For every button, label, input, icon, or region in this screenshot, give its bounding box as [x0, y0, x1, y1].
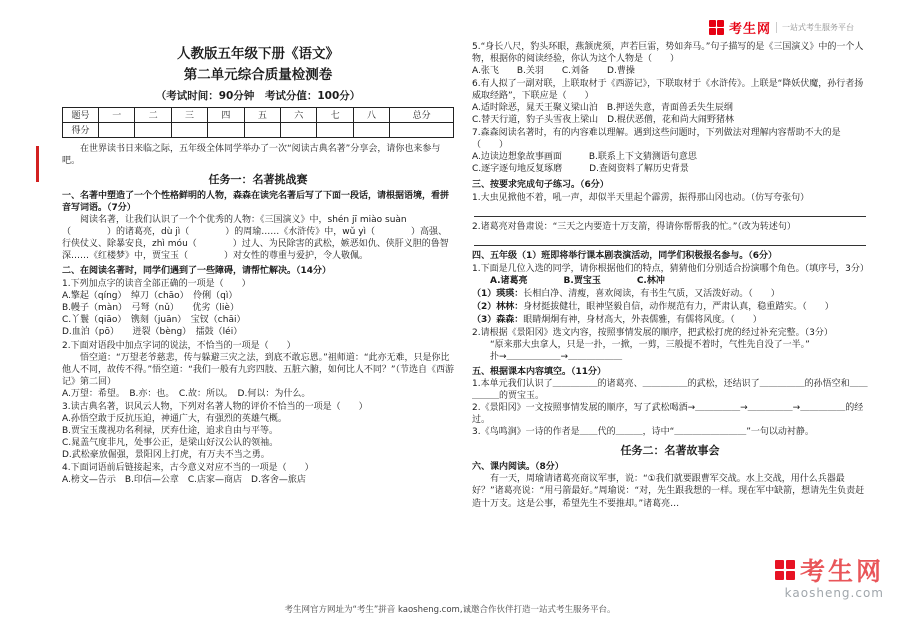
score-header-cell: 四 — [208, 107, 244, 122]
text-line: C.替天行道，豹子头雪夜上梁山 D.棍伏恶僧，花和尚大闹野猪林 — [472, 115, 734, 126]
q2-item5-stem: 5.“身长八尺，豹头环眼，燕颔虎须，声若巨雷，势如奔马。”句子描写的是《三国演义》中的一个人物，根据你的阅读经验，你认为这个人物是（ ） — [472, 42, 864, 65]
person-name: （1）瑛瑛： — [472, 288, 524, 299]
score-header-cell: 六 — [281, 107, 317, 122]
q2-item1-options — [62, 290, 454, 338]
score-cell — [99, 122, 135, 137]
text-line: D.血泊（pō） 迸裂（bèng） 擂鼓（léi） — [62, 327, 243, 338]
q2-stem: 二、在阅读名著时，同学们遇到了一些障碍，请帮忙解决。（14分） — [62, 266, 332, 277]
q5-stem: 五、根据课本内容填空。（11分） — [472, 367, 607, 378]
q2-item7-stem: 7.森森阅读名著时，有的内容难以理解。遇到这些问题时，下列做法对理解内容帮助不大的是（ ） — [472, 128, 841, 151]
q2-item4-stem: 4.下面词语前后链接起来，古今意义对应不当的一项是（ ） — [62, 462, 314, 473]
q1-pinyin-passage: 阅读名著，让我们认识了一个个优秀的人物：《三国演义》中，shén jī miào suàn（ ）的诸葛亮，dù jì（ ）的周瑜……《水浒传》中，wǔ yì（ ）高强、行侠仗义、除暴安良，zhì móu（ ）过人、为民除害的武松，嫉恶如仇、侠肝义胆的鲁智深……《红楼梦》中，贾宝玉（ ）对女性的尊重与爱护，令人敬佩。 — [62, 215, 449, 262]
score-table-value-row — [63, 122, 454, 137]
q4-person-2 — [472, 301, 868, 313]
text-line: B.贾宝玉蔑视功名利禄，厌弃仕途，追求自由与平等。 — [62, 425, 279, 436]
text-line: B.幔子（màn） 弓弩（nǔ） 优劣（liè） — [62, 303, 239, 314]
score-header-cell: 总分 — [390, 107, 454, 122]
q5-items — [472, 378, 868, 438]
right-column — [472, 40, 868, 510]
q2-item7-options — [472, 151, 868, 175]
q4-person-1 — [472, 288, 868, 300]
kaosheng-logo-icon — [775, 560, 795, 580]
answer-blank-line — [474, 235, 866, 246]
text-line: A.张飞 B.关羽 C.刘备 D.曹操 — [472, 66, 635, 77]
q2-item1-stem: 1.下列加点字的读音全部正确的一项是（ ） — [62, 279, 251, 290]
watermark-row — [775, 552, 884, 588]
score-cell — [353, 122, 389, 137]
q4-quote: “原来那大虫拿人，只是一扑，一掀，一剪，三般提不着时，气性先自没了一半。” — [490, 339, 810, 350]
footer-note: 考生网官方网址为“考生”拼音 kaosheng.com,诚邀合作伙伴打造一站式考生服务平台。 — [284, 605, 616, 615]
site-logo — [709, 18, 854, 37]
q2-item5-options — [472, 65, 868, 77]
q2-item6-stem: 6.有人拟了一副对联，上联取材于《西游记》，下联取材于《水浒传》。上联是“降妖伏魔，孙行者扬威取经路”，下联应是（ ） — [472, 79, 864, 102]
q4-item2-stem: 2.请根据《景阳冈》选文内容，按照事情发展的顺序，把武松打虎的经过补充完整。（3分） — [472, 327, 833, 338]
text-line: 3.《鸟鸣涧》一诗的作者是＿＿代的＿＿＿，诗中“＿＿＿＿＿＿＿＿”一句以动衬静。 — [472, 427, 814, 438]
score-cell — [390, 122, 454, 137]
score-table-header-row — [63, 107, 454, 122]
left-column — [62, 44, 454, 486]
q2-item3-stem: 3.读古典名著，识风云人物，下列对名著人物的评价不恰当的一项是（ ） — [62, 401, 368, 412]
q4-person-3 — [472, 314, 868, 326]
q2-item3-options — [62, 413, 454, 461]
paper-subtitle: 第二单元综合质量检测卷 — [183, 66, 333, 83]
score-row-label: 得分 — [63, 122, 99, 137]
text-line: A.孙悟空敢于反抗压迫，神通广大，有强烈的英雄气概。 — [62, 413, 287, 424]
q6-reading-passage: 有一天，周瑜请诸葛亮商议军事，说：“①我们就要跟曹军交战。水上交战，用什么兵器最好？”诸葛亮说：“用弓箭最好。”周瑜说：“对，先生跟我想的一样。现在军中缺箭，想请先生负责赶造十万支。这是公事，希望先生不要推却。”诸葛亮… — [472, 474, 865, 509]
task2-heading: 任务二：名著故事会 — [620, 444, 720, 458]
text-line: A.适时除恶，晁天王聚义梁山泊 B.押送失意，青面兽丢失生辰纲 — [472, 103, 733, 114]
q2-item2-options — [62, 388, 454, 400]
paper-title: 人教版五年级下册《语文》 — [177, 46, 339, 62]
score-table — [62, 107, 454, 138]
score-cell — [244, 122, 280, 137]
text-line: A.榜文—告示 B.印信—公章 C.店家—商店 D.客舍—旅店 — [62, 475, 306, 486]
q6-stem: 六、课内阅读。（8分） — [472, 462, 564, 473]
red-margin-mark — [36, 146, 39, 182]
q1-stem: 一、名著中塑造了一个个性格鲜明的人物，森森在读完名著后写了下面一段话，请根据语境，看拼音写词语。（7分） — [62, 190, 450, 213]
q3-item2-stem: 2.诸葛亮对鲁肃说：“三天之内要造十万支箭，得请你帮帮我的忙。”（改为转述句） — [472, 221, 796, 232]
kaosheng-logo-icon — [709, 20, 724, 35]
q4-sequence-blanks: 扑→＿＿＿＿＿＿→＿＿＿＿＿＿ — [490, 352, 623, 363]
answer-blank-line — [474, 206, 866, 217]
text-line: C.逐字逐句地反复琢磨 D.查阅资料了解历史背景 — [472, 164, 689, 175]
brand-name: 考生网 — [728, 22, 771, 37]
watermark — [771, 550, 888, 602]
score-cell — [135, 122, 171, 137]
text-line: A.边读边想象故事画面 B.联系上下文猜测语句意思 — [472, 152, 697, 163]
text-line: D.武松豪放倔强，景阳冈上打虎，有万夫不当之勇。 — [62, 449, 270, 460]
text-line: 2.《景阳冈》一文按照事情发展的顺序，写了武松喝酒→＿＿＿＿＿→＿＿＿＿＿→＿＿＿＿＿的经过。 — [472, 403, 864, 426]
q2-item4-options — [62, 474, 454, 486]
score-cell — [317, 122, 353, 137]
text-line: A.擎起（qíng） 绰刀（chāo） 伶俐（qì） — [62, 291, 238, 302]
watermark-brand: 考生网 — [799, 557, 884, 586]
text-line: C.丫鬟（qiāo） 镌刻（juān） 宝钗（chāi） — [62, 315, 246, 326]
score-header-cell: 题号 — [63, 107, 99, 122]
text-line: C.晁盖气度非凡，处事公正，是梁山好汉公认的领袖。 — [62, 437, 279, 448]
score-cell — [171, 122, 207, 137]
brand-tagline: 一站式考生服务平台 — [776, 22, 854, 33]
q4-item1-stem: 1.下面是几位入选的同学，请你根据他们的特点，猜猜他们分别适合扮演哪个角色。（填序号，3分） — [472, 263, 869, 274]
watermark-domain: kaosheng.com — [784, 586, 884, 600]
person-name: （2）林林： — [472, 301, 524, 312]
q3-stem: 三、按要求完成句子练习。（6分） — [472, 179, 609, 190]
q4-stem: 四、五年级（1）班即将举行课本剧表演活动，同学们积极报名参与。（6分） — [472, 250, 778, 261]
q3-item1-stem: 1.大虫见掀他不着，吼一声，却似半天里起个霹雳，振得那山冈也动。（仿写夸张句） — [472, 192, 810, 203]
person-desc: 眼睛炯炯有神，身材高大，外表儒雅，有儒将风度。（ ） — [523, 314, 762, 325]
score-header-cell: 八 — [353, 107, 389, 122]
person-desc: 长相白净、清瘦，喜欢阅读，有书生气质，又活泼好动。（ ） — [523, 288, 780, 299]
text-line: 1.本单元我们认识了＿＿＿＿＿的诸葛亮、＿＿＿＿＿的武松，还结识了＿＿＿＿＿的孙悟空和＿＿＿＿＿的贾宝玉。 — [472, 379, 868, 402]
score-header-cell: 一 — [99, 107, 135, 122]
exam-info: （考试时间：90分钟 考试分值：100分） — [155, 89, 361, 102]
score-header-cell: 七 — [317, 107, 353, 122]
score-header-cell: 二 — [135, 107, 171, 122]
q2-item6-options — [472, 102, 868, 126]
person-desc: 身材挺拔健壮，眼神坚毅自信，动作规范有力，严肃认真，稳重踏实。（ ） — [523, 301, 834, 312]
task1-heading: 任务一：名著挑战赛 — [208, 172, 308, 186]
score-header-cell: 三 — [171, 107, 207, 122]
text-line: A.万望：希望。 B.亦：也。 C.故：所以。 D.何以：为什么。 — [62, 388, 311, 399]
person-name: （3）森森： — [472, 314, 524, 325]
score-cell — [208, 122, 244, 137]
score-cell — [281, 122, 317, 137]
q4-role-list: A.诸葛亮 B.贾宝玉 C.林冲 — [490, 275, 665, 286]
q2-item2-passage: 悟空道：“万望老爷慈悲，传与躲避三灾之法，到底不敢忘恩。”祖师道：“此亦无难，只是你比他人不同，故传不得。”悟空道：“我们一般有九窍四肢、五脏六腑，如何比人不同？”（节选自《西游记》第二回） — [62, 352, 454, 387]
q2-item2-stem: 2.下面对语段中加点字词的说法，不恰当的一项是（ ） — [62, 340, 296, 351]
intro-paragraph: 在世界读书日来临之际，五年级全体同学举办了一次“阅读古典名著”分享会，请你也来参与吧。 — [62, 143, 441, 166]
score-header-cell: 五 — [244, 107, 280, 122]
